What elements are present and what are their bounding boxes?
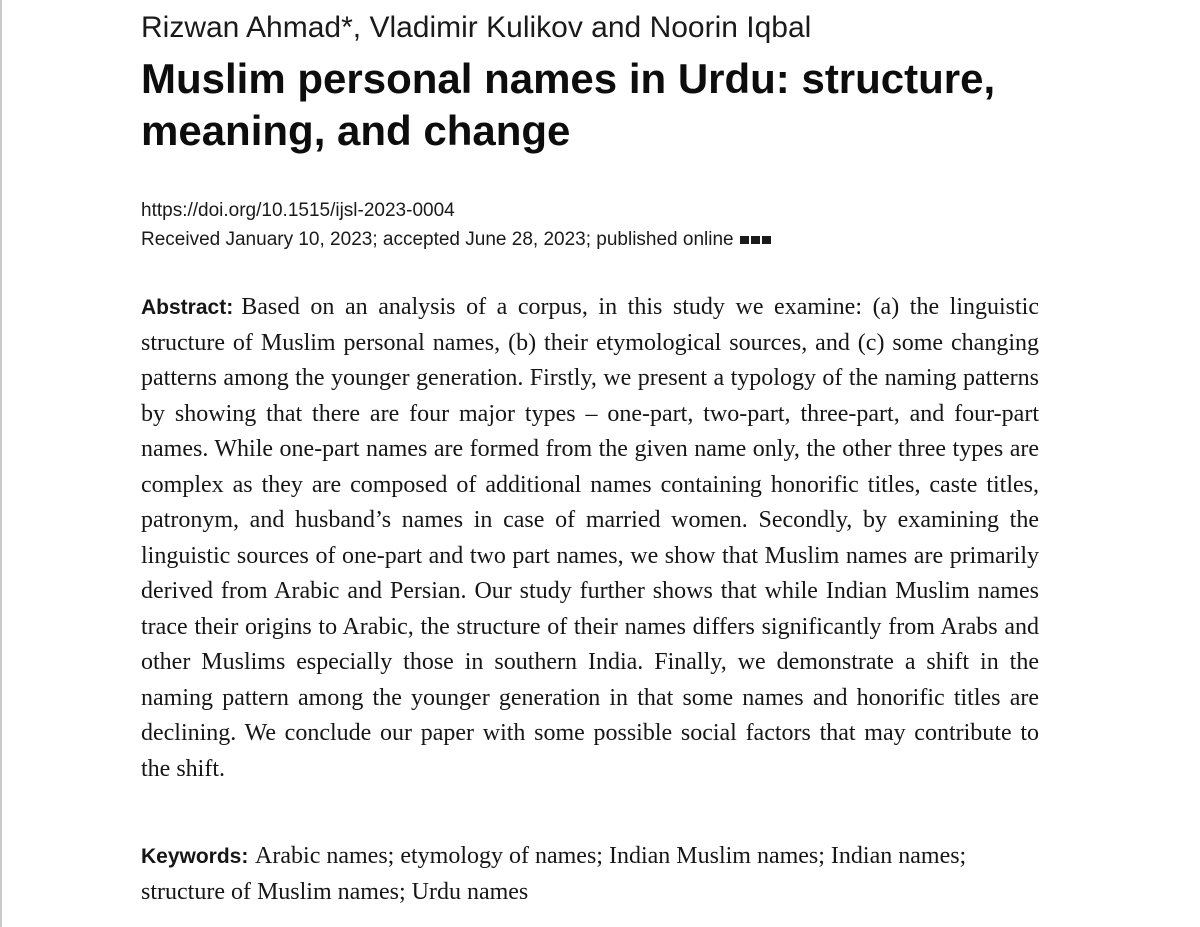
keywords-label: Keywords:	[141, 845, 249, 868]
publication-dates	[141, 226, 772, 254]
redacted-date-blocks	[740, 236, 772, 244]
paper-title: Muslim personal names in Urdu: structure, meaning, and change	[141, 55, 996, 154]
abstract	[141, 290, 1039, 787]
keywords-text: Arabic names; etymology of names; Indian Muslim names; Indian names; structure of Muslim names; Urdu names	[141, 843, 967, 905]
abstract-label: Abstract:	[141, 296, 234, 319]
author-list: Rizwan Ahmad*, Vladimir Kulikov and Noorin Iqbal	[141, 11, 812, 44]
publication-dates-text: Received January 10, 2023; accepted June 28, 2023; published online	[141, 229, 734, 250]
abstract-text: Based on an analysis of a corpus, in this study we examine: (a) the linguistic structure of Muslim personal names, (b) their etymological sources, and (c) some changing patterns among the younger generation. Firstly, we present a typology of the naming patterns by showing that there are four major types – one-part, two-part, three-part, and four-part names. While one-part names are formed from the given name only, the other three types are complex as they are composed of additional names containing honorific titles, caste titles, patronym, and husband’s names in case of married women. Secondly, by examining the linguistic sources of one-part and two part names, we show that Muslim names are primarily derived from Arabic and Persian. Our study further shows that while Indian Muslim names trace their origins to Arabic, the structure of their names differs significantly from Arabs and other Muslims especially those in southern India. Finally, we demonstrate a shift in the naming pattern among the younger generation in that some names and honorific titles are declining. We conclude our paper with some possible social factors that may contribute to the shift.	[141, 294, 1039, 782]
doi-link[interactable]: https://doi.org/10.1515/ijsl-2023-0004	[141, 200, 455, 221]
keywords	[141, 839, 1039, 910]
page-edge-divider	[0, 0, 2, 927]
